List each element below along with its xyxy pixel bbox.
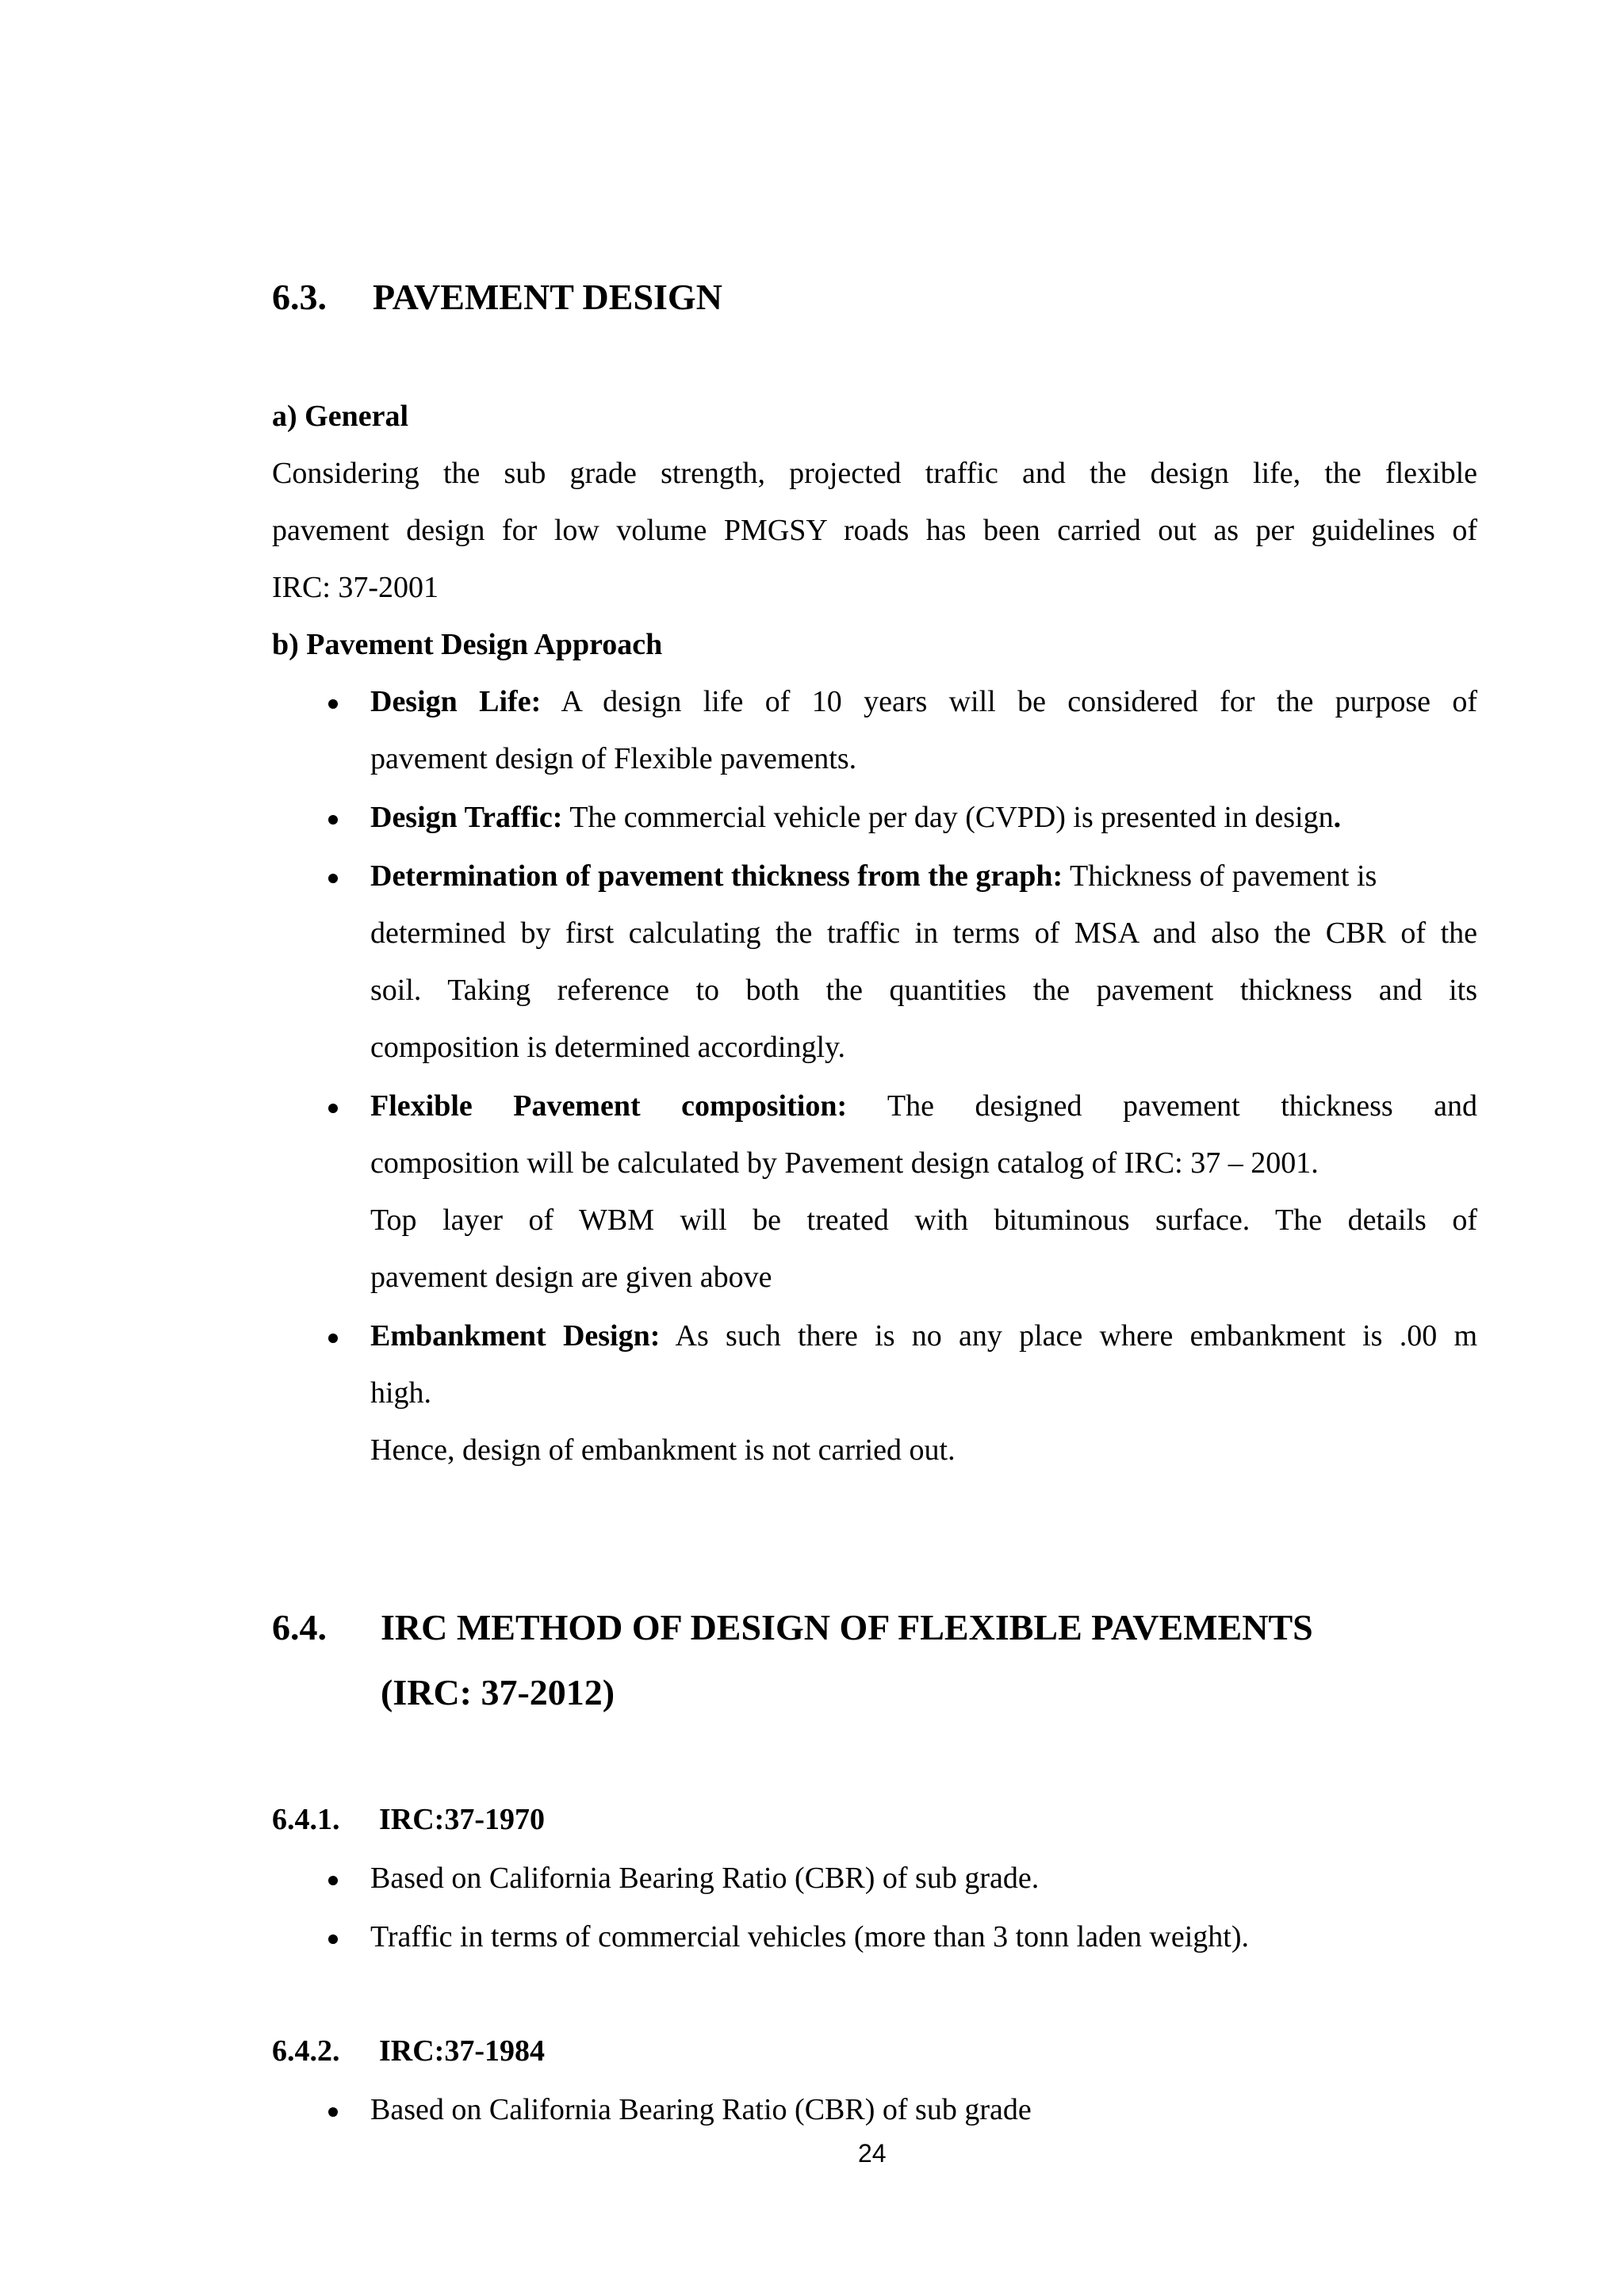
subsection-6-4-1-bullet-1: Based on California Bearing Ratio (CBR) of sub grade. [370, 1862, 1040, 1895]
design-traffic-line [370, 802, 1341, 832]
page-number: 24 [858, 2139, 887, 2168]
bullet-dot [328, 699, 338, 709]
bullet-dot [328, 815, 338, 825]
composition-text: The designed pavement thickness and [847, 1089, 1477, 1123]
embankment-line-3: Hence, design of embankment is not carried out. [370, 1433, 956, 1467]
composition-line-3: Top layer of WBM will be treated with bituminous surface. The details of [370, 1203, 1477, 1237]
composition-line-4: pavement design are given above [370, 1261, 772, 1294]
design-life-line-1 [370, 687, 1477, 717]
composition-label: Flexible Pavement composition: [370, 1089, 848, 1123]
thickness-line-3: soil. Taking reference to both the quantities the pavement thickness and its [370, 974, 1477, 1007]
section-6-4-title-line-2: (IRC: 37-2012) [381, 1672, 615, 1712]
subsection-6-4-2-title: IRC:37-1984 [379, 2034, 545, 2068]
thickness-line-1 [370, 861, 1377, 891]
subsection-6-4-1-bullet-2: Traffic in terms of commercial vehicles (more than 3 tonn laden weight). [370, 1920, 1250, 1954]
thickness-line-2: determined by first calculating the traffic in terms of MSA and also the CBR of the [370, 916, 1477, 950]
embankment-label: Embankment Design: [370, 1319, 661, 1353]
bullet-dot [328, 1334, 338, 1343]
section-6-3-number: 6.3. [272, 277, 327, 317]
general-paragraph-line-3: IRC: 37-2001 [272, 571, 439, 604]
embankment-line-2: high. [370, 1376, 432, 1410]
subsection-6-4-2-bullet-1: Based on California Bearing Ratio (CBR) of sub grade [370, 2093, 1032, 2126]
design-life-text: A design life of 10 years will be considered for the purpose of [541, 685, 1477, 718]
embankment-line-1 [370, 1321, 1477, 1351]
bullet-dot [328, 2107, 338, 2117]
thickness-label: Determination of pavement thickness from the graph: [370, 859, 1063, 893]
general-heading: a) General [272, 400, 409, 433]
bullet-dot [328, 1104, 338, 1113]
thickness-line-4: composition is determined accordingly. [370, 1031, 846, 1064]
general-paragraph-line-1: Considering the sub grade strength, projected traffic and the design life, the flexible [272, 457, 1477, 490]
design-traffic-text: The commercial vehicle per day (CVPD) is presented in design [562, 801, 1334, 834]
composition-line-2: composition will be calculated by Pavement design catalog of IRC: 37 – 2001. [370, 1146, 1319, 1180]
design-life-line-2: pavement design of Flexible pavements. [370, 742, 857, 775]
bullet-dot [328, 1876, 338, 1885]
thickness-text: Thickness of pavement is [1063, 859, 1377, 893]
design-life-label: Design Life: [370, 685, 542, 718]
section-6-4-title-line-1: IRC METHOD OF DESIGN OF FLEXIBLE PAVEMENTS [381, 1607, 1313, 1647]
approach-heading: b) Pavement Design Approach [272, 628, 663, 661]
design-traffic-period: . [1333, 801, 1342, 834]
bullet-dot [328, 874, 338, 883]
section-6-3-title: PAVEMENT DESIGN [373, 277, 722, 317]
subsection-6-4-2-number: 6.4.2. [272, 2034, 340, 2068]
design-traffic-label: Design Traffic: [370, 801, 563, 834]
section-6-4-number: 6.4. [272, 1607, 327, 1647]
composition-line-1 [370, 1091, 1477, 1121]
embankment-text: As such there is no any place where embankment is .00 m [660, 1319, 1477, 1353]
bullet-dot [328, 1934, 338, 1944]
subsection-6-4-1-number: 6.4.1. [272, 1803, 340, 1836]
general-paragraph-line-2: pavement design for low volume PMGSY roads has been carried out as per guidelines of [272, 514, 1477, 547]
subsection-6-4-1-title: IRC:37-1970 [379, 1803, 545, 1836]
